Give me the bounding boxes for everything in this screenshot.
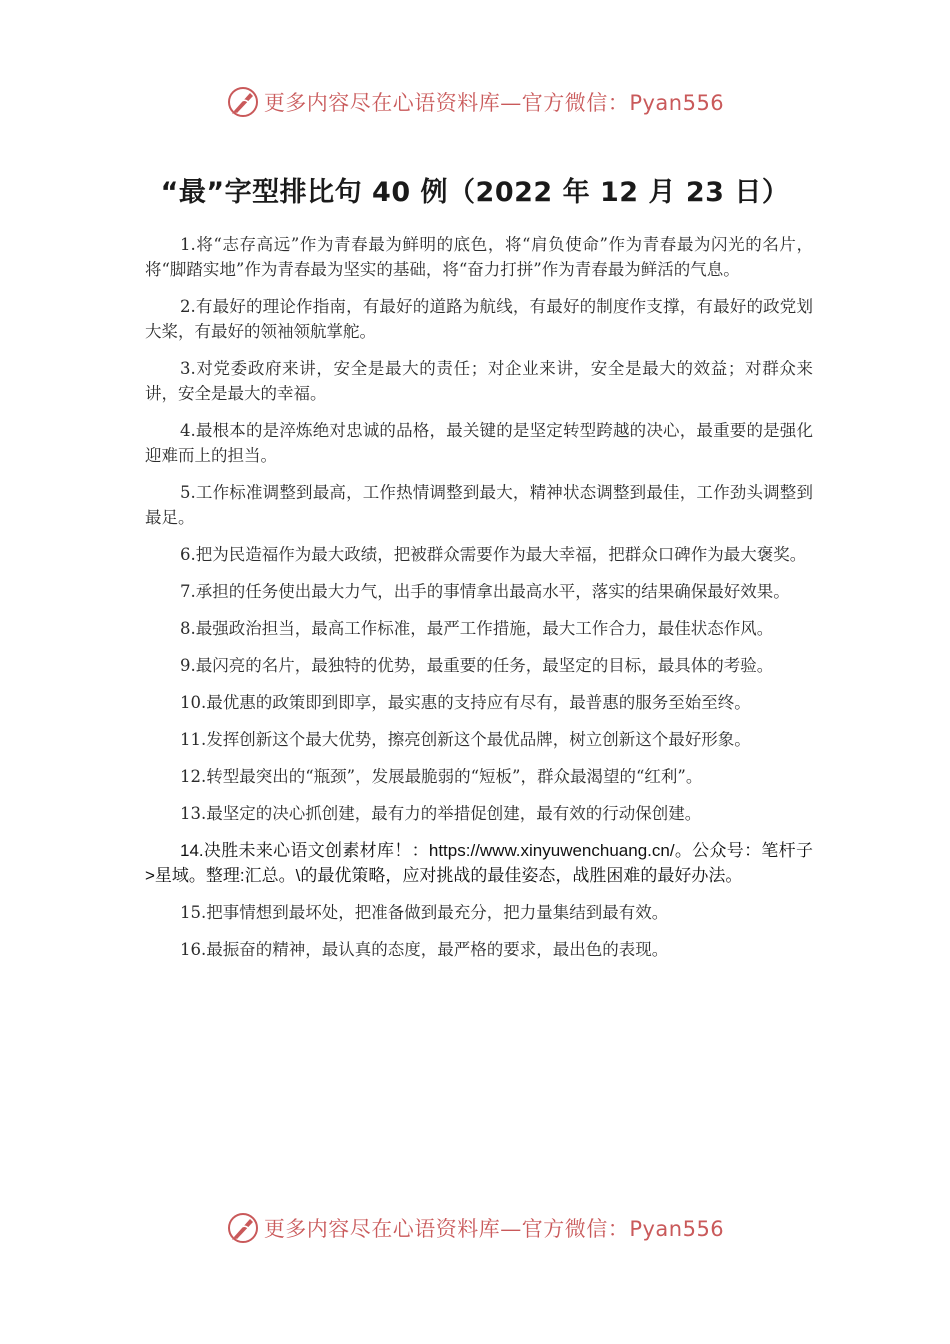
paragraph-9: 9.最闪亮的名片，最独特的优势，最重要的任务，最坚定的目标，最具体的考验。 (180, 656, 774, 675)
paragraph-3: 3.对党委政府来讲，安全是最大的责任；对企业来讲，安全是最大的效益；对群众来讲，安全是最大的幸福。 (145, 359, 813, 403)
paragraph-7: 7.承担的任务使出最大力气，出手的事情拿出最高水平，落实的结果确保最好效果。 (180, 582, 790, 601)
paragraph-4: 4.最根本的是淬炼绝对忠诚的品格，最关键的是坚定转型跨越的决心，最重要的是强化迎难而上的担当。 (145, 421, 813, 465)
paragraph-13: 13.最坚定的决心抓创建，最有力的举措促创建，最有效的行动保创建。 (180, 804, 702, 823)
document-body (145, 232, 813, 974)
footer-banner-text: 更多内容尽在心语资料库—官方微信：Pyan556 (263, 1217, 725, 1241)
pen-logo-icon (226, 1211, 260, 1245)
footer-banner-handle: Pyan556 (629, 1217, 725, 1241)
paragraph-6: 6.把为民造福作为最大政绩，把被群众需要作为最大幸福，把群众口碑作为最大褒奖。 (180, 545, 807, 564)
paragraph-8: 8.最强政治担当，最高工作标准，最严工作措施，最大工作合力，最佳状态作风。 (180, 619, 774, 638)
paragraph-1: 1.将“志存高远”作为青春最为鲜明的底色，将“肩负使命”作为青春最为闪光的名片，将“脚踏实地”作为青春最为坚实的基础，将“奋力打拼”作为青春最为鲜活的气息。 (145, 235, 813, 279)
paragraph-16: 16.最振奋的精神，最认真的态度，最严格的要求，最出色的表现。 (180, 940, 669, 959)
header-banner-text: 更多内容尽在心语资料库—官方微信：Pyan556 (263, 91, 725, 115)
paragraph-14: 14.决胜未来心语文创素材库！：https://www.xinyuwenchuang.cn/。公众号：笔杆子>星域。整理:汇总。\的最优策略，应对挑战的最佳姿态，战胜困难的最好办法。 (145, 841, 813, 885)
paragraph-2: 2.有最好的理论作指南，有最好的道路为航线，有最好的制度作支撑，有最好的政党划大桨，有最好的领袖领航掌舵。 (145, 297, 813, 341)
paragraph-11: 11.发挥创新这个最大优势，擦亮创新这个最优品牌，树立创新这个最好形象。 (180, 730, 751, 749)
header-banner (0, 82, 950, 122)
header-banner-handle: Pyan556 (629, 91, 725, 115)
paragraph-5: 5.工作标准调整到最高，工作热情调整到最大，精神状态调整到最佳，工作劲头调整到最足。 (145, 483, 813, 527)
pen-logo-icon (226, 85, 260, 119)
page-title: “最”字型排比句 40 例（2022 年 12 月 23 日） (160, 177, 790, 208)
paragraph-15: 15.把事情想到最坏处，把准备做到最充分，把力量集结到最有效。 (180, 903, 669, 922)
paragraph-12: 12.转型最突出的“瓶颈”，发展最脆弱的“短板”，群众最渴望的“红利”。 (180, 767, 703, 786)
paragraph-10: 10.最优惠的政策即到即享，最实惠的支持应有尽有，最普惠的服务至始至终。 (180, 693, 751, 712)
footer-banner (0, 1208, 950, 1248)
